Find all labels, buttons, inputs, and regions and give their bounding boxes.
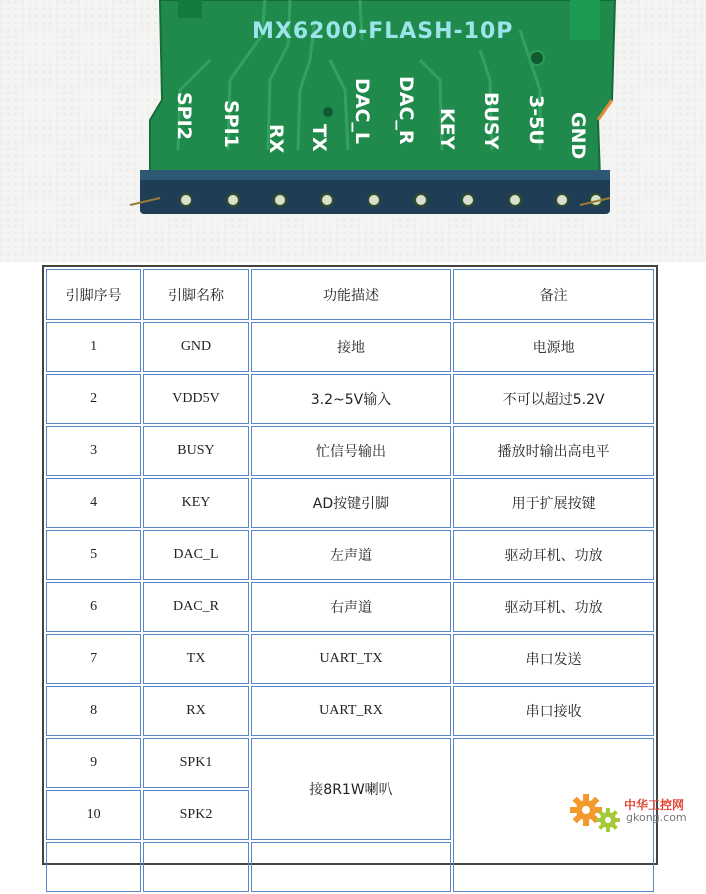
pin-note: 串口接收 <box>453 686 654 736</box>
pin-label: BUSY <box>480 92 502 150</box>
pin-name: TX <box>143 634 248 684</box>
pin-number: 3 <box>46 426 141 476</box>
table-row <box>46 478 654 528</box>
pin-name: VDD5V <box>143 374 248 424</box>
pin-label: RX <box>265 124 287 154</box>
gkong-watermark <box>566 788 706 838</box>
pin-note: 播放时输出高电平 <box>453 426 654 476</box>
pin-note: 驱动耳机、功放 <box>453 582 654 632</box>
speaker-function: 接8R1W喇叭 <box>251 738 452 840</box>
pin-function: 右声道 <box>251 582 452 632</box>
pin-number: 4 <box>46 478 141 528</box>
pcb-board-graphic <box>0 0 706 262</box>
pin-name: DAC_L <box>143 530 248 580</box>
pin-number: 6 <box>46 582 141 632</box>
pin-number: 8 <box>46 686 141 736</box>
pin-name: GND <box>143 322 248 372</box>
pin-function: UART_TX <box>251 634 452 684</box>
pin-number: 1 <box>46 322 141 372</box>
pin-label: SPI1 <box>220 100 242 148</box>
watermark-cn: 中华工控网 <box>624 798 685 812</box>
pin-label: SPI2 <box>173 92 195 140</box>
pin-name: KEY <box>143 478 248 528</box>
pcb-photo <box>0 0 706 262</box>
board-title: MX6200-FLASH-10P <box>252 19 514 44</box>
table-row <box>46 686 654 736</box>
header-pin-name: 引脚名称 <box>143 269 248 320</box>
pin-label: KEY <box>436 108 458 150</box>
pin-note: 驱动耳机、功放 <box>453 530 654 580</box>
pin-name: SPK2 <box>143 790 248 840</box>
pin-note: 串口发送 <box>453 634 654 684</box>
pin-label: GND <box>567 112 589 160</box>
table-row <box>46 634 654 684</box>
table-row <box>46 530 654 580</box>
pin-function-empty <box>251 842 452 892</box>
pin-label: 3-5U <box>525 95 547 145</box>
table-row <box>46 738 654 788</box>
pin-number: 7 <box>46 634 141 684</box>
pin-number: 2 <box>46 374 141 424</box>
pin-number: 10 <box>46 790 141 840</box>
header-function: 功能描述 <box>251 269 452 320</box>
pin-name: DAC_R <box>143 582 248 632</box>
table-row <box>46 374 654 424</box>
header-pin-number: 引脚序号 <box>46 269 141 320</box>
pin-name: SPK1 <box>143 738 248 788</box>
pin-number: 5 <box>46 530 141 580</box>
table-header-row <box>46 269 654 320</box>
pin-number-empty <box>46 842 141 892</box>
pin-function: 3.2~5V输入 <box>251 374 452 424</box>
pin-function: UART_RX <box>251 686 452 736</box>
pin-number: 9 <box>46 738 141 788</box>
pin-name: BUSY <box>143 426 248 476</box>
pin-header <box>130 170 610 214</box>
pin-label: DAC_L <box>351 78 373 145</box>
pin-table <box>42 265 658 865</box>
pin-label: TX <box>308 124 330 152</box>
pin-name: RX <box>143 686 248 736</box>
pin-function: 接地 <box>251 322 452 372</box>
table-row <box>46 426 654 476</box>
gear-logo-icon <box>566 788 626 838</box>
table-row <box>46 322 654 372</box>
pin-function: AD按键引脚 <box>251 478 452 528</box>
table-row <box>46 582 654 632</box>
pin-note: 用于扩展按键 <box>453 478 654 528</box>
pin-definition-table <box>44 267 656 894</box>
pin-note: 电源地 <box>453 322 654 372</box>
pin-name-empty <box>143 842 248 892</box>
watermark-url: gkong.com <box>626 811 687 824</box>
pin-note: 不可以超过5.2V <box>453 374 654 424</box>
pin-function: 左声道 <box>251 530 452 580</box>
pin-label: DAC_R <box>395 76 417 145</box>
header-note: 备注 <box>453 269 654 320</box>
pin-function: 忙信号输出 <box>251 426 452 476</box>
